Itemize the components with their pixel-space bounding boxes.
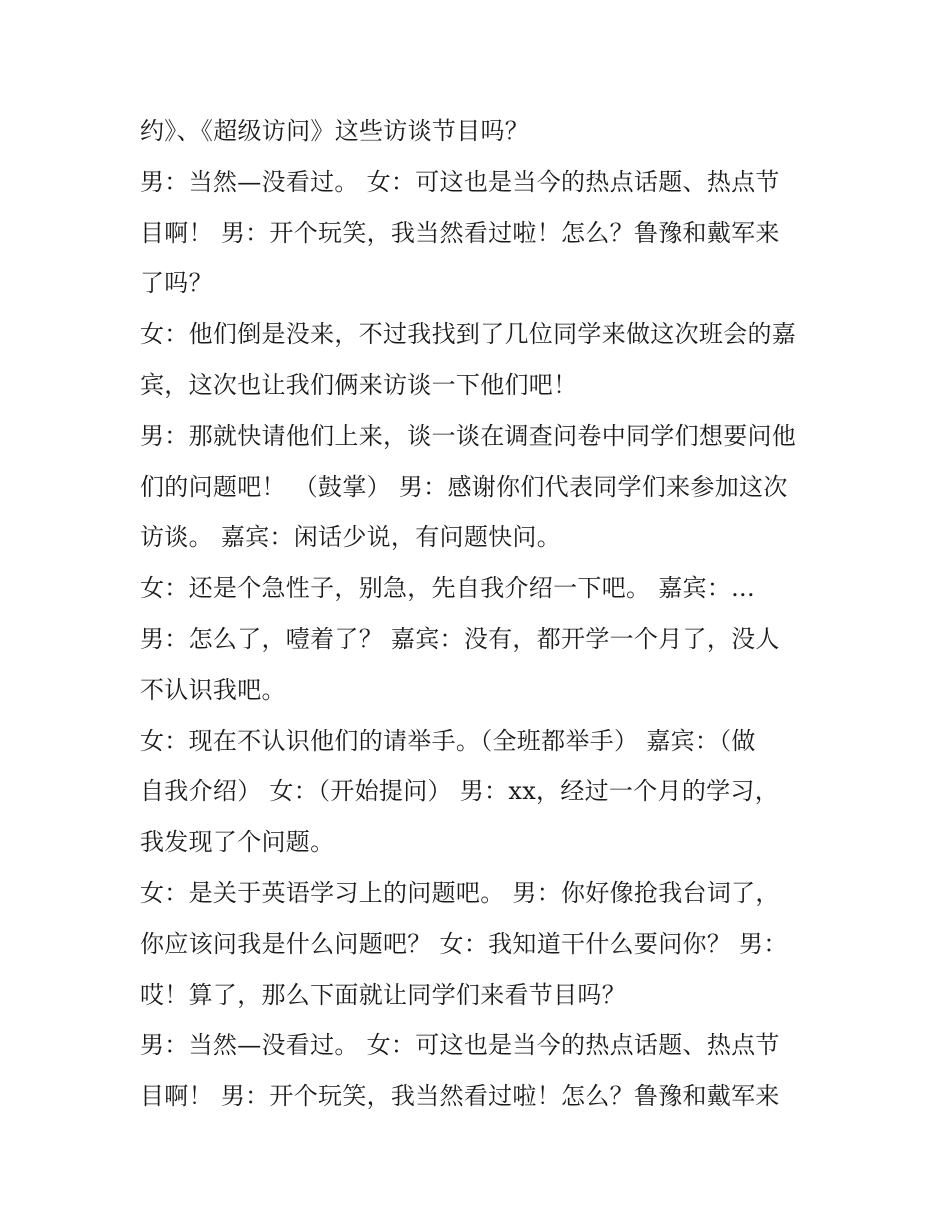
text-line: 了吗？ xyxy=(140,269,213,298)
text-line: 女：是关于英语学习上的问题吧。 男：你好像抢我台词了， xyxy=(140,878,780,907)
text-line: 哎！算了，那么下面就让同学们来看节目吗？ xyxy=(140,980,626,1009)
text-line: 我发现了个问题。 xyxy=(140,828,335,857)
text-line: 自我介绍） 女：（开始提问） 男：xx，经过一个月的学习， xyxy=(140,777,780,806)
text-line: 男：那就快请他们上来，谈一谈在调查问卷中同学们想要问他 xyxy=(140,421,797,450)
text-line: 女：还是个急性子，别急，先自我介绍一下吧。 嘉宾：... xyxy=(140,574,755,603)
text-line: 男：当然—没看过。 女：可这也是当今的热点话题、热点节 xyxy=(140,167,780,196)
text-line: 目啊！ 男：开个玩笑，我当然看过啦！怎么？鲁豫和戴军来 xyxy=(140,218,780,247)
text-line: 约》、《超级访问》这些访谈节目吗？ xyxy=(140,117,530,145)
text-line: 们的问题吧！ （鼓掌） 男：感谢你们代表同学们来参加这次 xyxy=(140,472,788,501)
text-line: 你应该问我是什么问题吧？ 女：我知道干什么要问你？ 男： xyxy=(140,929,788,958)
text-line: 男：当然—没看过。 女：可这也是当今的热点话题、热点节 xyxy=(140,1031,780,1060)
dialogue-text xyxy=(140,106,820,1122)
text-line: 不认识我吧。 xyxy=(140,675,286,704)
text-line: 宾，这次也让我们俩来访谈一下他们吧！ xyxy=(140,370,578,399)
text-line: 目啊！ 男：开个玩笑，我当然看过啦！怎么？鲁豫和戴军来 xyxy=(140,1082,780,1111)
text-line: 男：怎么了，噎着了？ 嘉宾：没有，都开学一个月了，没人 xyxy=(140,624,780,653)
text-line: 女：现在不认识他们的请举手。（全班都举手） 嘉宾：（做 xyxy=(140,726,756,755)
text-line: 访谈。 嘉宾：闲话少说，有问题快问。 xyxy=(140,523,562,552)
text-line: 女：他们倒是没来，不过我找到了几位同学来做这次班会的嘉 xyxy=(140,320,797,349)
